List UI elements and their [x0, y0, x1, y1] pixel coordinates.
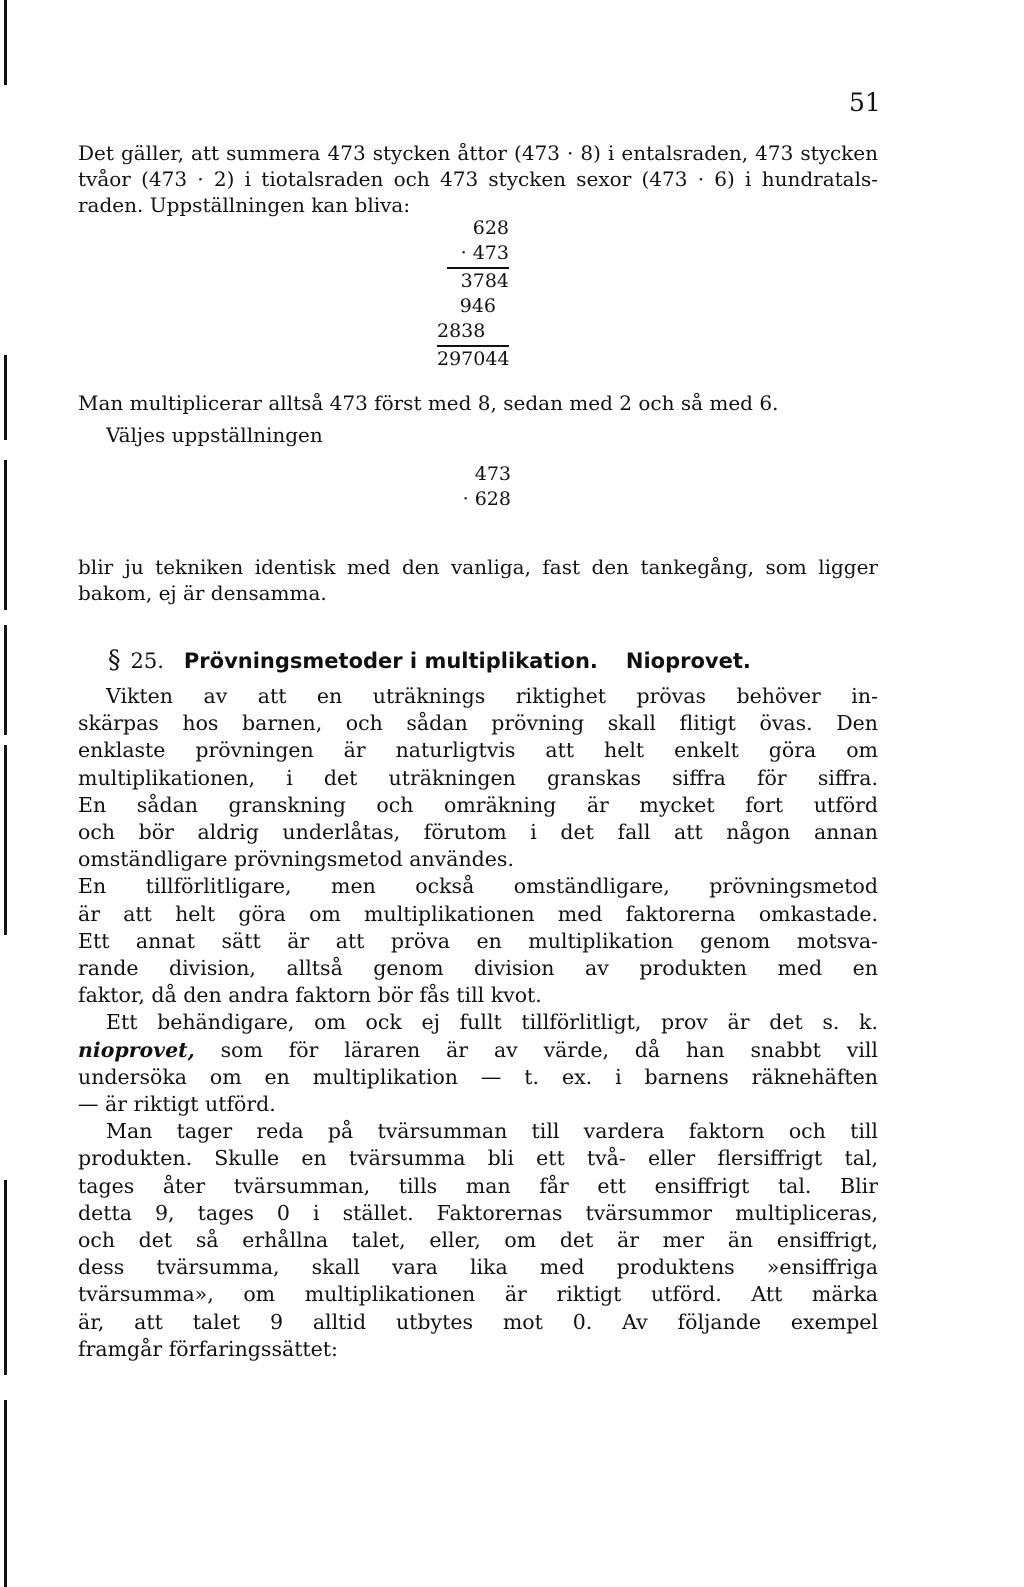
- text-line: Man multiplicerar alltså 473 först med 8, sedan med 2 och så med 6.: [78, 391, 779, 415]
- text-line: Man tager reda på tvärsumman till vardera faktorn och till: [106, 1119, 878, 1144]
- section-symbol: §: [108, 645, 121, 674]
- section-number: 25.: [130, 649, 164, 673]
- text-line: [78, 1037, 878, 1064]
- section-heading: [108, 645, 751, 674]
- after-calc-paragraph: [78, 554, 878, 606]
- calc-line: 946: [459, 295, 496, 317]
- body-text: [78, 683, 878, 1363]
- text-line: och bör aldrig underlåtas, förutom i det fall att någon annan: [78, 820, 878, 845]
- text-line: rande division, alltså genom division av produkten med en: [78, 956, 878, 981]
- text-line: är att helt göra om multiplikationen med faktorerna omkastade.: [78, 901, 878, 926]
- text-line: bakom, ej är densamma.: [78, 581, 327, 605]
- calc-line: 297044: [437, 348, 510, 370]
- text-fragment: som för läraren är av värde, då han snabbt vill: [194, 1037, 878, 1062]
- calc-line: · 628: [462, 488, 511, 510]
- scan-edge-mark: [4, 1400, 7, 1587]
- text-line: Vikten av att en uträknings riktighet prövas behöver in-: [106, 684, 878, 708]
- section-subtitle: Nioprovet.: [625, 649, 751, 673]
- calc-line: 2838: [437, 320, 486, 342]
- text-line: tvåor (473 · 2) i tiotalsraden och 473 stycken sexor (473 · 6) i hundratals-: [78, 167, 878, 191]
- text-line: dess tvärsumma, skall vara lika med produktens »ensiffriga: [78, 1255, 878, 1280]
- emphasized-term: nioprovet,: [78, 1037, 195, 1062]
- text-line: framgår förfaringssättet:: [78, 1336, 338, 1361]
- text-line: enklaste prövningen är naturligtvis att helt enkelt göra om: [78, 738, 878, 763]
- multiplication-layout-one: [437, 216, 509, 372]
- text-line: Väljes uppställningen: [106, 423, 323, 447]
- text-line: undersöka om en multiplikation — t. ex. i barnens räknehäften: [78, 1064, 878, 1089]
- text-line: faktor, då den andra faktorn bör fås till kvot.: [78, 983, 542, 1008]
- calc-line: 473: [474, 463, 511, 485]
- text-line: raden. Uppställningen kan bliva:: [78, 193, 411, 217]
- text-line: tvärsumma», om multiplikationen är riktigt utförd. Att märka: [78, 1282, 878, 1307]
- text-line: Ett behändigare, om ock ej fullt tillförlitligt, prov är det s. k.: [106, 1010, 878, 1035]
- text-line: skärpas hos barnen, och sådan prövning skall flitigt övas. Den: [78, 711, 878, 736]
- multiplication-layout-two: [455, 462, 511, 512]
- scan-edge-mark: [4, 355, 7, 440]
- page-number: 51: [849, 88, 881, 117]
- calc-line: · 473: [460, 242, 509, 264]
- section-title: Prövningsmetoder i multiplikation.: [183, 649, 598, 673]
- calc-line: 628: [472, 217, 509, 239]
- text-line: tages åter tvärsumman, tills man får ett ensiffrigt tal. Blir: [78, 1173, 878, 1198]
- scan-edge-mark: [4, 1180, 7, 1375]
- text-line: omständligare prövningsmetod användes.: [78, 847, 514, 872]
- middle-text: [78, 390, 878, 448]
- text-line: och det så erhållna talet, eller, om det är mer än ensiffrigt,: [78, 1228, 878, 1253]
- text-line: — är riktigt utförd.: [78, 1092, 276, 1117]
- calc-line: 3784: [460, 270, 509, 292]
- text-line: En sådan granskning och omräkning är mycket fort utförd: [78, 792, 878, 817]
- scan-edge-mark: [4, 745, 7, 935]
- text-line: är, att talet 9 alltid utbytes mot 0. Av följande exempel: [78, 1309, 878, 1334]
- text-line: detta 9, tages 0 i stället. Faktorernas tvärsummor multipliceras,: [78, 1200, 878, 1225]
- text-line: Ett annat sätt är att pröva en multiplikation genom motsva-: [78, 928, 878, 953]
- intro-paragraph: [78, 140, 878, 218]
- text-line: produkten. Skulle en tvärsumma bli ett två- eller flersiffrigt tal,: [78, 1146, 878, 1171]
- scan-edge-mark: [4, 460, 7, 610]
- text-line: Det gäller, att summera 473 stycken åttor (473 · 8) i entalsraden, 473 stycken: [78, 141, 878, 165]
- text-line: multiplikationen, i det uträkningen granskas siffra för siffra.: [78, 765, 878, 790]
- text-line: En tillförlitligare, men också omständligare, prövningsmetod: [78, 874, 878, 899]
- scan-edge-mark: [4, 625, 7, 735]
- text-line: blir ju tekniken identisk med den vanliga, fast den tankegång, som ligger: [78, 555, 878, 579]
- scan-edge-mark: [4, 0, 7, 85]
